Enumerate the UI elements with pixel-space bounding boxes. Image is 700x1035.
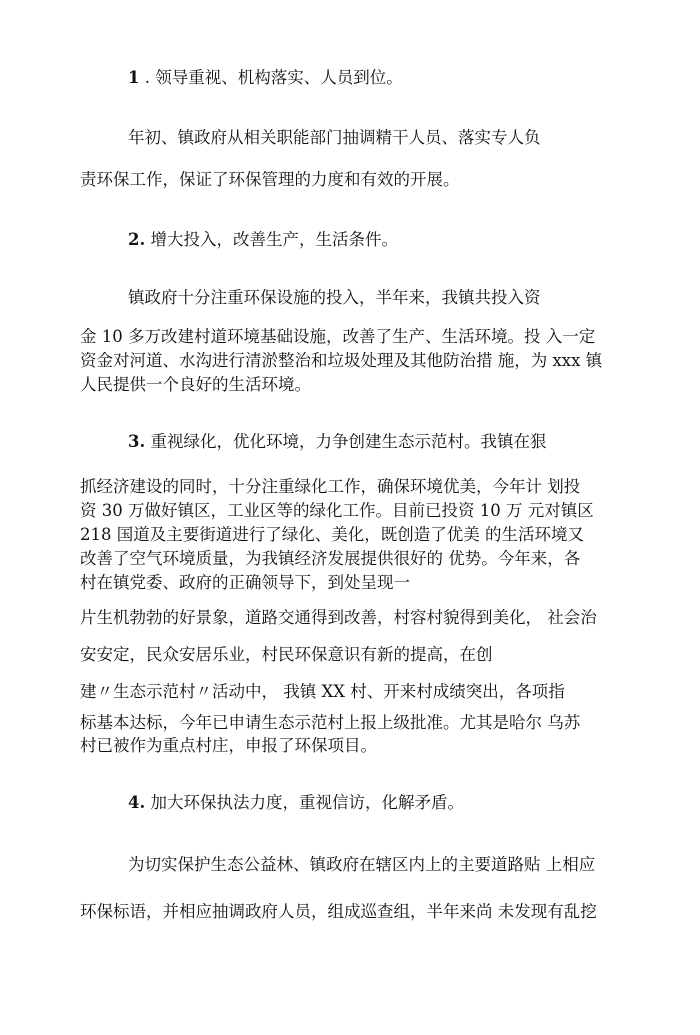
- paragraph-line: 218 国道及主要街道进行了绿化、美化，既创造了优美 的生活环境又: [80, 525, 584, 544]
- heading-1: [128, 68, 403, 88]
- heading-text: 加大环保执法力度，重视信访，化解矛盾。: [145, 793, 464, 812]
- paragraph-line: 安安定，民众安居乐业，村民环保意识有新的提高，在创: [80, 645, 493, 664]
- paragraph-line: 镇政府十分注重环保设施的投入，半年来，我镇共投入资: [128, 288, 541, 307]
- heading-number: 1: [128, 68, 140, 87]
- paragraph-line: 村已被作为重点村庄，申报了环保项目。: [80, 736, 377, 755]
- paragraph-line: 为切实保护生态公益林、镇政府在辖区内上的主要道路贴 上相应: [128, 855, 596, 874]
- heading-4: [128, 793, 464, 813]
- paragraph-line: 环保标语，并相应抽调政府人员，组成巡查组，半年来尚 未发现有乱挖: [80, 902, 597, 921]
- paragraph-line: 片生机勃勃的好景象，道路交通得到改善，村容村貌得到美化， 社会治: [80, 608, 597, 627]
- paragraph-line: 人民提供一个良好的生活环境。: [80, 375, 311, 394]
- heading-number: 3.: [128, 432, 146, 451]
- heading-text: . 领导重视、机构落实、人员到位。: [139, 68, 403, 87]
- paragraph-line: 年初、镇政府从相关职能部门抽调精干人员、落实专人负: [128, 128, 541, 147]
- paragraph-line: 责环保工作，保证了环保管理的力度和有效的开展。: [80, 170, 460, 189]
- heading-2: [128, 230, 398, 250]
- heading-number: 4.: [128, 793, 146, 812]
- paragraph-line: 资金对河道、水沟进行清淤整治和垃圾处理及其他防治措 施，为 xxx 镇: [80, 351, 603, 370]
- paragraph-line: 村在镇党委、政府的正确领导下，到处呈现一: [80, 573, 410, 592]
- heading-number: 2.: [128, 230, 146, 249]
- paragraph-line: 金 10 多万改建村道环境基础设施，改善了生产、生活环境。投 入一定: [80, 327, 596, 346]
- heading-3: [128, 432, 546, 452]
- heading-text: 增大投入，改善生产，生活条件。: [145, 230, 398, 249]
- paragraph-line: 标基本达标，今年已申请生态示范村上报上级批准。尤其是哈尔 乌苏: [80, 713, 581, 732]
- paragraph-line: 抓经济建设的同时，十分注重绿化工作，确保环境优美，今年计 划投: [80, 477, 581, 496]
- paragraph-line: 建〃生态示范村〃活动中， 我镇 XX 村、开来村成绩突出，各项指: [80, 682, 565, 701]
- paragraph-line: 改善了空气环境质量，为我镇经济发展提供很好的 优势。今年来，各: [80, 549, 581, 568]
- paragraph-line: 资 30 万做好镇区，工业区等的绿化工作。目前已投资 10 万 元对镇区: [80, 501, 594, 520]
- heading-text: 重视绿化，优化环境，力争创建生态示范村。我镇在狠: [145, 432, 547, 451]
